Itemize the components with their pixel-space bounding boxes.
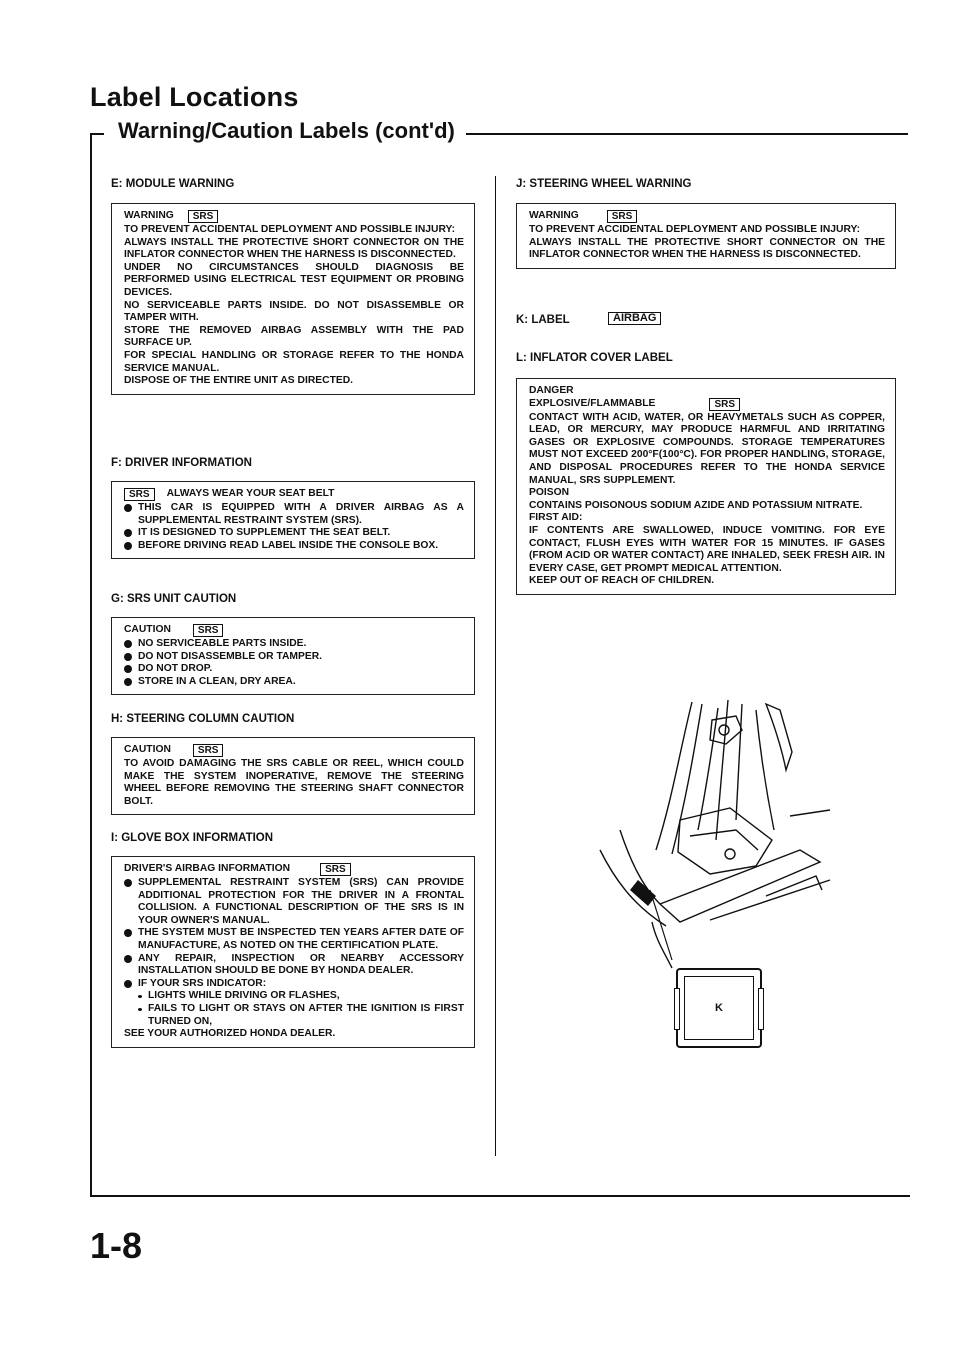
label-h-heading: CAUTION [124, 744, 171, 756]
sub-bullet-icon [138, 1008, 142, 1011]
bullet-icon [124, 504, 132, 512]
label-h-title: H: STEERING COLUMN CAUTION [111, 713, 295, 725]
label-f-title: F: DRIVER INFORMATION [111, 457, 252, 469]
section-rule-right [466, 133, 908, 135]
srs-badge: SRS [124, 488, 155, 501]
label-e-line: NO SERVICEABLE PARTS INSIDE. DO NOT DISASSEMBLE OR TAMPER WITH. [124, 299, 464, 324]
left-margin-rule [90, 134, 92, 1196]
label-e-line: FOR SPECIAL HANDLING OR STORAGE REFER TO THE HONDA SERVICE MANUAL. [124, 349, 464, 374]
label-i-box [111, 856, 475, 1048]
callout-tab [758, 988, 764, 1030]
bullet-icon [124, 542, 132, 550]
page-number: 1-8 [90, 1225, 143, 1266]
bolt-circle [725, 849, 735, 859]
steering-column-illustration [560, 690, 850, 970]
srs-badge: SRS [709, 398, 740, 411]
sub-bullet-item: FAILS TO LIGHT OR STAYS ON AFTER THE IGNITION IS FIRST TURNED ON, [124, 1003, 464, 1028]
bullet-item: DO NOT DROP. [124, 663, 464, 676]
label-e-line: STORE THE REMOVED AIRBAG ASSEMBLY WITH THE PAD SURFACE UP. [124, 324, 464, 349]
bullet-item: STORE IN A CLEAN, DRY AREA. [124, 676, 464, 689]
label-j-line: TO PREVENT ACCIDENTAL DEPLOYMENT AND POSSIBLE INJURY: [529, 224, 861, 235]
label-l-title: L: INFLATOR COVER LABEL [516, 352, 673, 364]
label-g-title: G: SRS UNIT CAUTION [111, 593, 237, 605]
label-h-box [111, 737, 475, 815]
dash-edge [660, 850, 820, 922]
bullet-icon [124, 640, 132, 648]
column-line [756, 710, 774, 830]
bullet-item: SUPPLEMENTAL RESTRAINT SYSTEM (SRS) CAN PROVIDE ADDITIONAL PROTECTION FOR THE DRIVER IN A FRONTAL COLLISION. A FUNCTIONAL DESCRIPTION OF THE SRS IS IN YOUR OWNER'S MANUAL. [124, 877, 464, 927]
callout-k-box [676, 968, 762, 1048]
bracket-outline [766, 704, 792, 770]
label-l-text: KEEP OUT OF REACH OF CHILDREN. [529, 575, 715, 587]
label-j-heading: WARNING [529, 210, 579, 222]
label-j-line: ALWAYS INSTALL THE PROTECTIVE SHORT CONNECTOR ON THE INFLATOR CONNECTOR WHEN THE HARNESS IS DISCONNECTED. [529, 236, 885, 261]
airbag-badge: AIRBAG [608, 312, 661, 325]
column-line [656, 702, 692, 850]
column-body [678, 808, 772, 874]
section-rule-left [90, 133, 104, 135]
label-i-title: I: GLOVE BOX INFORMATION [111, 832, 274, 844]
label-e-line: TO PREVENT ACCIDENTAL DEPLOYMENT AND POSSIBLE INJURY: [124, 224, 456, 235]
srs-badge: SRS [193, 744, 224, 757]
sub-bullet-item: LIGHTS WHILE DRIVING OR FLASHES, [124, 990, 464, 1003]
srs-badge: SRS [607, 210, 638, 223]
callout-k-label: K [684, 976, 754, 1040]
sub-bullet-icon [138, 995, 142, 998]
label-e-title: E: MODULE WARNING [111, 178, 235, 190]
label-g-box [111, 617, 475, 695]
column-divider [495, 176, 496, 1156]
dash-line [790, 810, 830, 816]
label-f-heading: ALWAYS WEAR YOUR SEAT BELT [166, 488, 335, 500]
label-e-box [111, 203, 475, 395]
column-line [716, 700, 728, 840]
bullet-item: THE SYSTEM MUST BE INSPECTED TEN YEARS AFTER DATE OF MANUFACTURE, AS NOTED ON THE CERTIFICATION PLATE. [124, 927, 464, 952]
label-l-box [516, 378, 896, 595]
label-i-heading: DRIVER'S AIRBAG INFORMATION [124, 863, 291, 875]
srs-badge: SRS [188, 210, 219, 223]
label-l-text: CONTAINS POISONOUS SODIUM AZIDE AND POTASSIUM NITRATE. [529, 499, 863, 511]
label-l-first-aid: FIRST AID: [529, 512, 583, 524]
bullet-icon [124, 653, 132, 661]
label-k-title: K: LABEL [516, 314, 570, 326]
column-line [672, 704, 702, 854]
bullet-icon [124, 929, 132, 937]
label-l-heading: DANGER [529, 385, 574, 396]
label-h-text: TO AVOID DAMAGING THE SRS CABLE OR REEL, WHICH COULD MAKE THE SYSTEM INOPERATIVE, REMOVE THE STEERING WHEEL BEFORE REMOVING THE STEERING SHAFT CONNECTOR BOLT. [124, 758, 464, 807]
label-l-text: CONTACT WITH ACID, WATER, OR HEAVYMETALS SUCH AS COPPER, LEAD, OR MERCURY, MAY PRODUCE HARMFUL AND IRRITATING GASES OR EXPLOSIVE COMPOUNDS. STORAGE TEMPERATURES MUST NOT EXCEED 200°F(100°C). FOR PROPER HANDLING, STORAGE, AND DISPOSAL PROCEDURES REFER TO THE HONDA SERVICE MANUAL, SRS SUPPLEMENT. [529, 411, 885, 486]
label-e-line: DISPOSE OF THE ENTIRE UNIT AS DIRECTED. [124, 375, 354, 387]
bottom-rule [90, 1195, 910, 1197]
srs-badge: SRS [320, 863, 351, 876]
srs-badge: SRS [193, 624, 224, 637]
label-i-closing: SEE YOUR AUTHORIZED HONDA DEALER. [124, 1028, 336, 1040]
label-e-line: ALWAYS INSTALL THE PROTECTIVE SHORT CONNECTOR ON THE INFLATOR CONNECTOR WHEN THE HARNESS IS DISCONNECTED. [124, 236, 464, 261]
bullet-icon [124, 955, 132, 963]
bullet-item: NO SERVICEABLE PARTS INSIDE. [124, 638, 464, 651]
bullet-item: IT IS DESIGNED TO SUPPLEMENT THE SEAT BELT. [124, 527, 464, 540]
label-e-heading: WARNING [124, 210, 174, 222]
label-j-box [516, 203, 896, 269]
column-detail [690, 830, 758, 850]
bullet-icon [124, 980, 132, 988]
page-title: Label Locations [90, 82, 299, 112]
label-f-box [111, 481, 475, 559]
bullet-icon [124, 529, 132, 537]
bullet-icon [124, 678, 132, 686]
label-e-line: UNDER NO CIRCUMSTANCES SHOULD DIAGNOSIS BE PERFORMED USING ELECTRICAL TEST EQUIPMENT OR PROBING DEVICES. [124, 261, 464, 298]
label-g-heading: CAUTION [124, 624, 171, 636]
label-k-marker [630, 880, 656, 906]
callout-tab [674, 988, 680, 1030]
bullet-item: THIS CAR IS EQUIPPED WITH A DRIVER AIRBAG AS A SUPPLEMENTAL RESTRAINT SYSTEM (SRS). [124, 502, 464, 527]
dash-line [710, 880, 830, 920]
bullet-item: ANY REPAIR, INSPECTION OR NEARBY ACCESSORY INSTALLATION SHOULD BE DONE BY HONDA DEALER. [124, 953, 464, 978]
label-l-subheading: EXPLOSIVE/FLAMMABLE [529, 397, 656, 409]
bullet-item: DO NOT DISASSEMBLE OR TAMPER. [124, 651, 464, 664]
section-title: Warning/Caution Labels (cont'd) [118, 118, 455, 143]
bullet-icon [124, 879, 132, 887]
label-j-title: J: STEERING WHEEL WARNING [516, 178, 692, 190]
clip-hole [719, 725, 729, 735]
bullet-item: BEFORE DRIVING READ LABEL INSIDE THE CONSOLE BOX. [124, 540, 464, 553]
bullet-icon [124, 665, 132, 673]
label-l-poison: POISON [529, 487, 570, 499]
bullet-item: IF YOUR SRS INDICATOR: [124, 978, 464, 991]
label-l-text: IF CONTENTS ARE SWALLOWED, INDUCE VOMITING. FOR EYE CONTACT, FLUSH EYES WITH WATER FOR 15 MINUTES. IF GASES (FROM ACID OR WATER CONTACT) ARE INHALED, SEEK FRESH AIR. IN EVERY CASE, GET PROMPT MEDICAL ATTENTION. [529, 524, 885, 574]
